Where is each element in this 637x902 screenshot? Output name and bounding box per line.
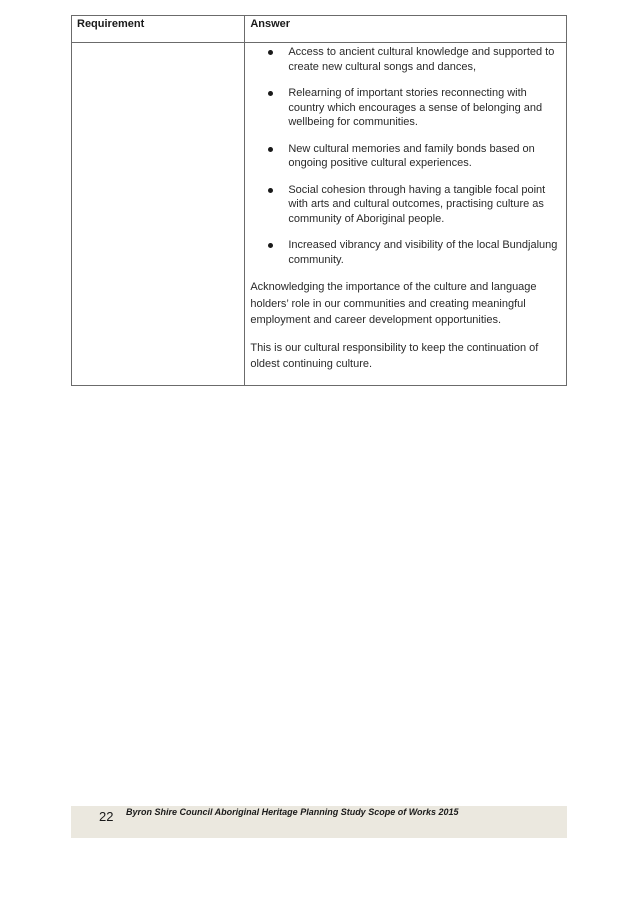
bullet-icon (268, 50, 273, 55)
list-item (250, 86, 560, 130)
bullet-icon (268, 188, 273, 193)
answer-cell (245, 43, 567, 386)
bullet-text: Access to ancient cultural knowledge and supported to create new cultural songs and dances, (288, 46, 555, 73)
answer-bullet-list (250, 45, 560, 267)
list-item (250, 45, 560, 74)
page-footer (71, 806, 567, 838)
list-item (250, 183, 560, 227)
header-answer: Answer (245, 16, 567, 43)
requirements-table (71, 15, 567, 386)
bullet-text: New cultural memories and family bonds based on ongoing positive cultural experiences. (288, 142, 535, 169)
bullet-icon (268, 147, 273, 152)
requirement-cell (72, 43, 245, 386)
table-row (72, 43, 567, 386)
bullet-text: Social cohesion through having a tangible focal point with arts and cultural outcomes, practising culture as community of Aboriginal people. (288, 183, 546, 225)
bullet-text: Increased vibrancy and visibility of the local Bundjalung community. (288, 239, 558, 266)
list-item (250, 238, 560, 267)
answer-paragraph: This is our cultural responsibility to keep the continuation of oldest continuing culture. (250, 341, 539, 370)
header-requirement: Requirement (72, 16, 245, 43)
footer-document-title: Byron Shire Council Aboriginal Heritage Planning Study Scope of Works 2015 (126, 807, 459, 817)
list-item (250, 142, 560, 171)
table-header-row (72, 16, 567, 43)
bullet-icon (268, 91, 273, 96)
answer-paragraph: Acknowledging the importance of the culture and language holders’ role in our communities and creating meaningful employment and career development opportunities. (250, 281, 537, 326)
bullet-text: Relearning of important stories reconnecting with country which encourages a sense of belonging and wellbeing for communities. (288, 87, 543, 128)
bullet-icon (268, 243, 273, 248)
page-number: 22 (99, 809, 114, 824)
